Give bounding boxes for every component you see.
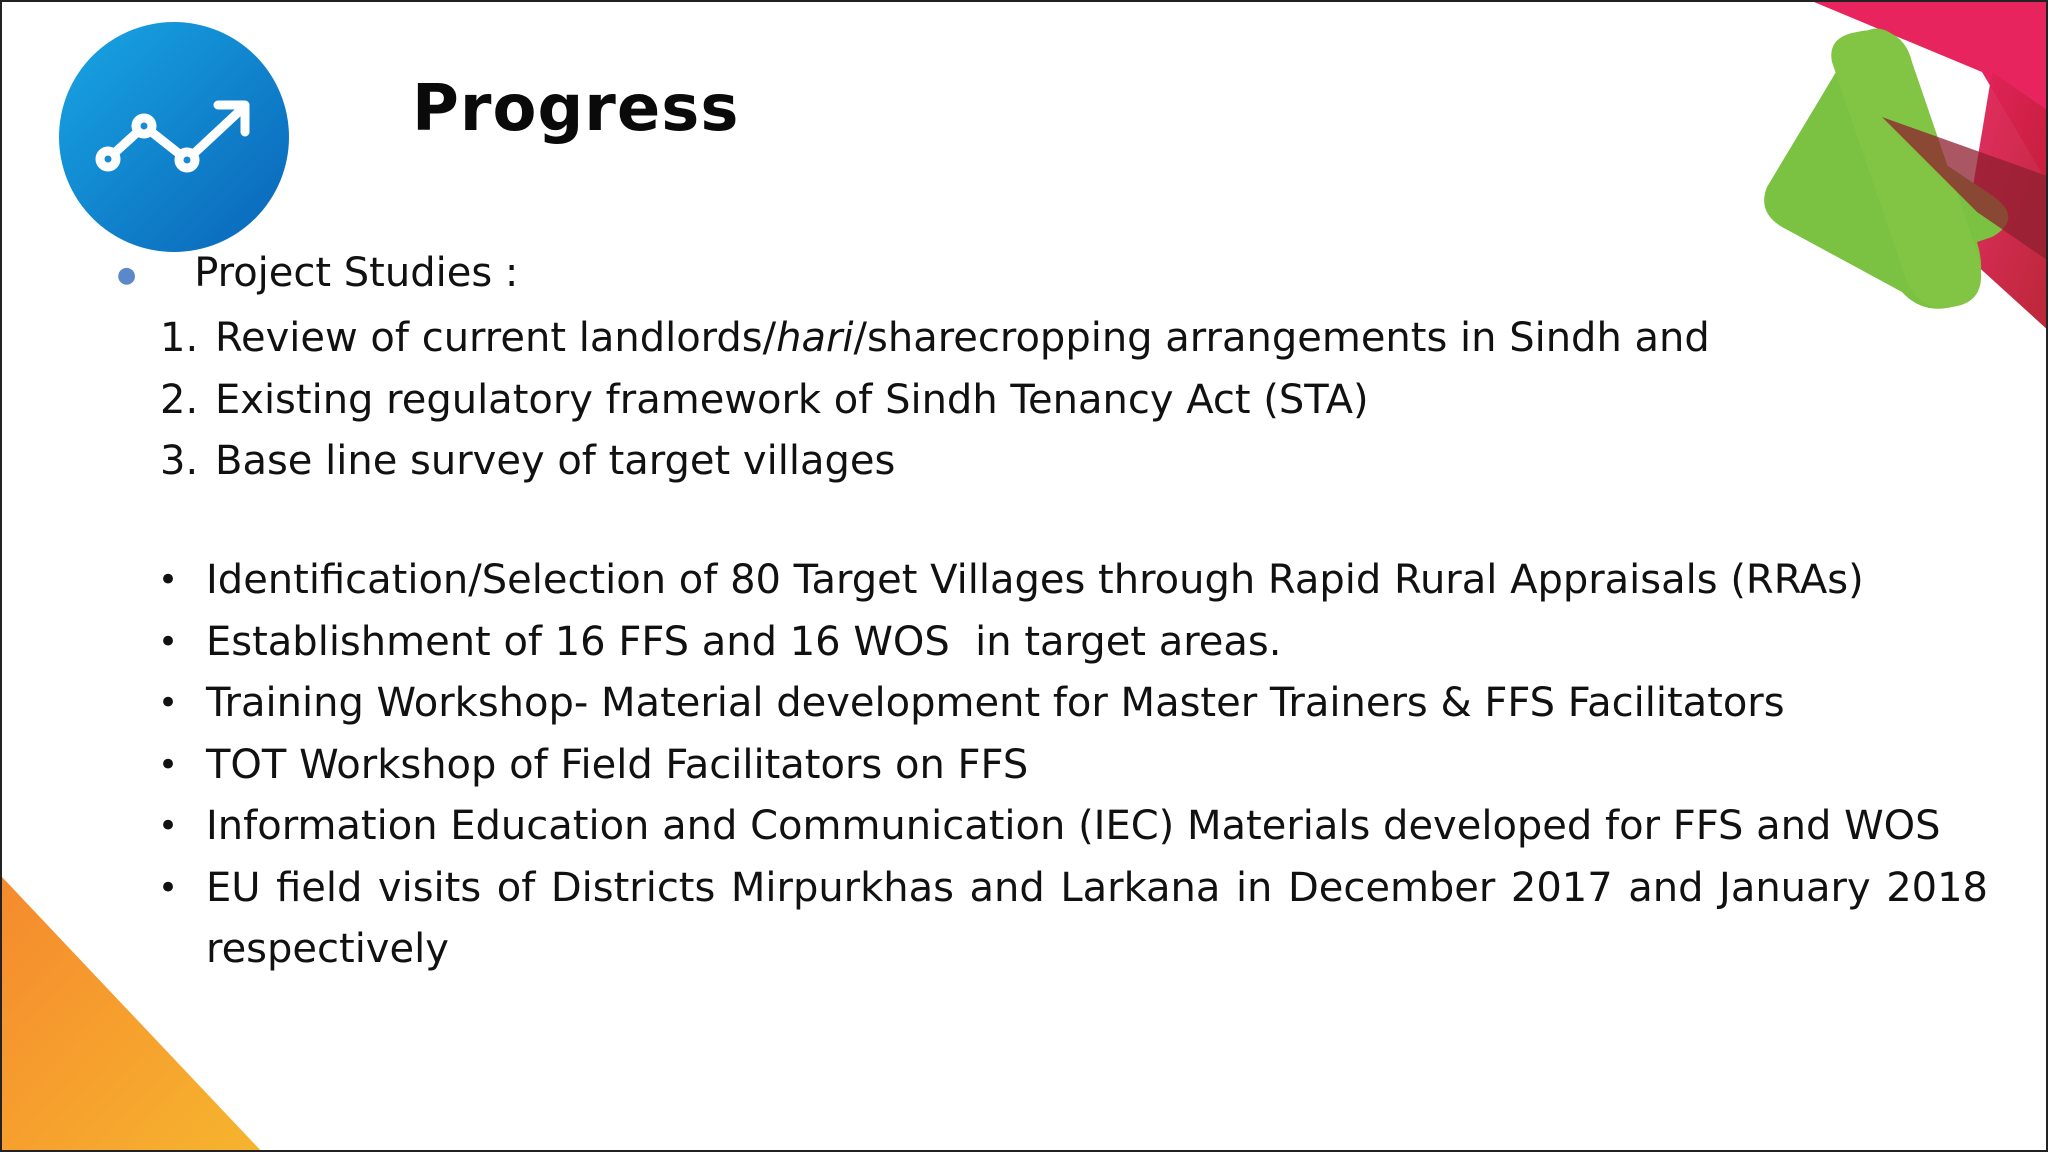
project-studies-list — [160, 308, 1710, 493]
list-item — [158, 673, 1988, 735]
bullet-dot: ● — [117, 262, 137, 288]
bullet-text: TOT Workshop of Field Facilitators on FFS — [206, 741, 1029, 788]
slide-body — [2, 2, 2048, 1152]
progress-bullet-list — [158, 550, 1988, 981]
project-studies-label: Project Studies : — [194, 250, 519, 296]
list-item — [158, 796, 1988, 858]
item-text-before: Review of current landlords/ — [215, 315, 777, 361]
list-item — [158, 550, 1988, 612]
slide-title: Progress — [412, 72, 740, 146]
item-number: 2. — [160, 376, 199, 423]
list-item — [160, 431, 1710, 493]
bullet-text: Training Workshop- Material development for Master Trainers & FFS Facilitators — [206, 680, 1785, 726]
bullet-dot: • — [158, 744, 179, 785]
list-item — [158, 735, 1988, 797]
item-text-after: /sharecropping arrangements in Sindh and — [853, 315, 1710, 361]
list-item — [160, 308, 1710, 370]
bullet-dot: • — [158, 806, 179, 846]
bullet-dot: • — [158, 683, 179, 723]
item-text: Existing regulatory framework of Sindh Tenancy Act (STA) — [215, 376, 1369, 423]
bullet-text: EU field visits of Districts Mirpurkhas and Larkana in December 2017 and January 2018 respectively — [206, 864, 1988, 972]
bullet-dot: • — [158, 621, 179, 662]
list-item — [160, 370, 1710, 432]
bullet-text: Information Education and Communication (IEC) Materials developed for FFS and WOS — [206, 803, 1941, 849]
bullet-dot: • — [158, 867, 179, 908]
bullet-text: Identification/Selection of 80 Target Villages through Rapid Rural Appraisals (RRAs) — [206, 557, 1864, 603]
item-number: 3. — [160, 438, 199, 484]
project-studies-heading — [117, 250, 518, 296]
item-number: 1. — [160, 315, 199, 361]
list-item — [158, 612, 1988, 674]
item-text-emphasis: hari — [776, 315, 854, 361]
item-text: Base line survey of target villages — [215, 438, 896, 484]
bullet-text: Establishment of 16 FFS and 16 WOS in target areas. — [206, 618, 1282, 665]
list-item — [158, 858, 1988, 981]
bullet-dot: • — [158, 560, 179, 600]
